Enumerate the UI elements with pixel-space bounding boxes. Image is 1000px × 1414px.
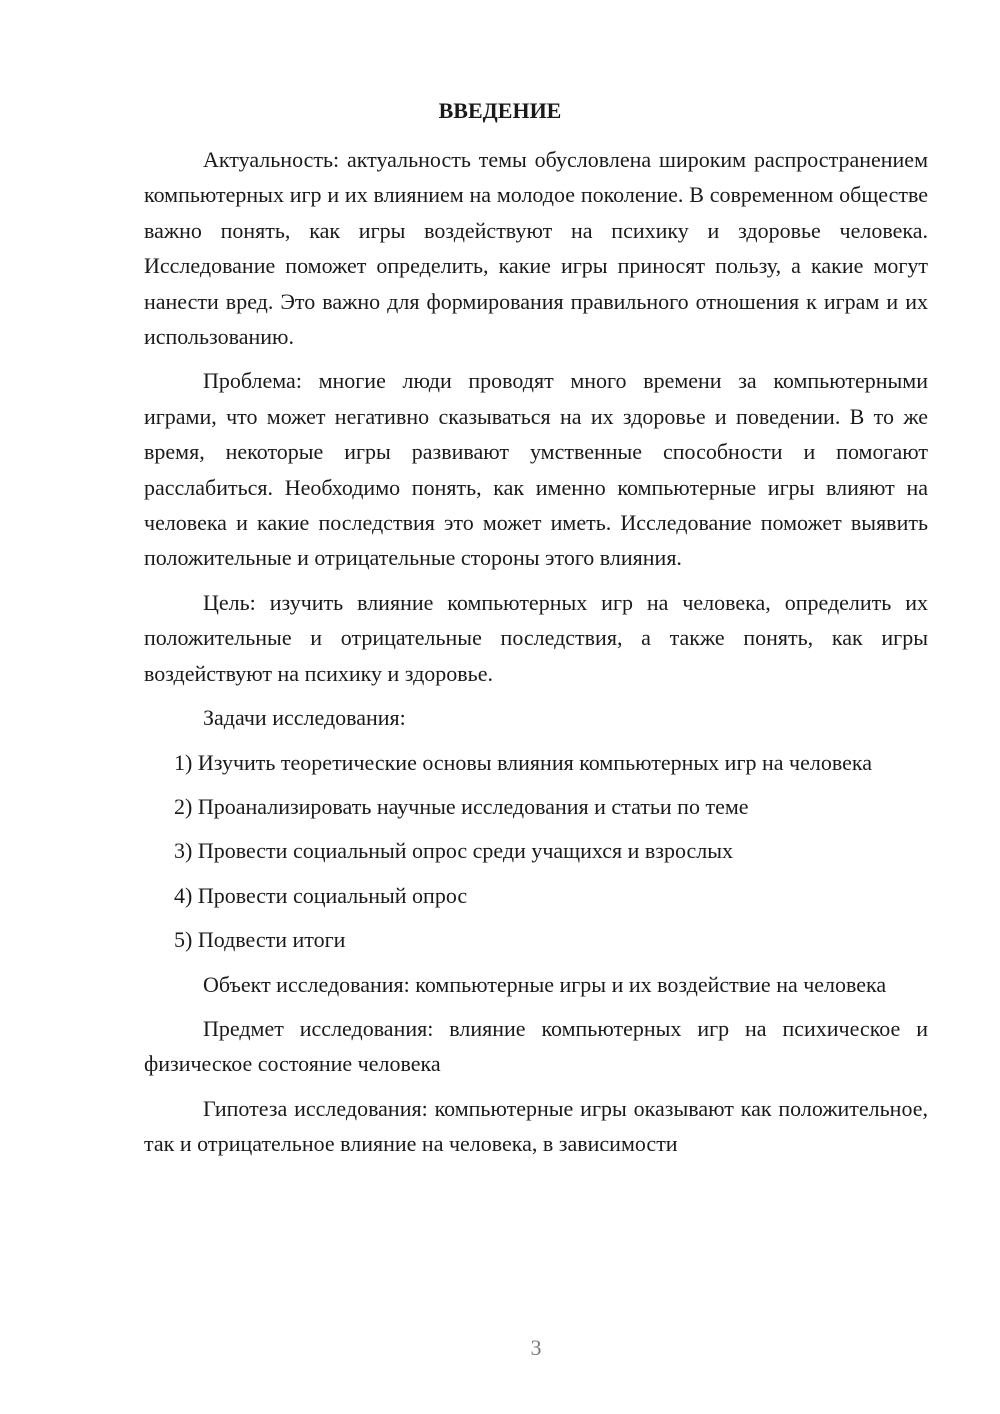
subject-paragraph: Предмет исследования: влияние компьютерных игр на психическое и физическое состояние человека <box>144 1015 928 1077</box>
task-item: 2) Проанализировать научные исследования и статьи по теме <box>174 793 749 819</box>
tasks-heading: Задачи исследования: <box>203 705 406 731</box>
task-item: 3) Провести социальный опрос среди учащихся и взрослых <box>174 838 734 864</box>
task-item: 1) Изучить теоретические основы влияния компьютерных игр на человека <box>174 749 872 775</box>
hypothesis-paragraph: Гипотеза исследования: компьютерные игры оказывают как положительное, так и отрицательное влияние на человека, в зависимости <box>144 1095 928 1157</box>
page-body <box>144 142 928 1171</box>
page-title: ВВЕДЕНИЕ <box>438 98 562 123</box>
problem-paragraph: Проблема: многие люди проводят много времени за компьютерными играми, что может негативно сказываться на их здоровье и поведении. В то же время, некоторые игры развивают умственные способности и помогают расслабиться. Необходимо понять, как именно компьютерные игры влияют на человека и какие последствия это может иметь. Исследование поможет выявить положительные и отрицательные стороны этого влияния. <box>144 368 928 571</box>
goal-paragraph: Цель: изучить влияние компьютерных игр на человека, определить их положительные и отрицательные последствия, а также понять, как игры воздействуют на психику и здоровье. <box>144 589 928 686</box>
task-item: 4) Провести социальный опрос <box>174 882 468 908</box>
tasks-list <box>144 745 928 958</box>
relevance-paragraph: Актуальность: актуальность темы обусловлена широким распространением компьютерных игр и их влиянием на молодое поколение. В современном обществе важно понять, как игры воздействуют на психику и здоровье человека. Исследование поможет определить, какие игры приносят пользу, а какие могут нанести вред. Это важно для формирования правильного отношения к играм и их использованию. <box>144 147 928 350</box>
page-number: 3 <box>530 1335 542 1360</box>
task-item: 5) Подвести итоги <box>174 927 346 953</box>
object-paragraph: Объект исследования: компьютерные игры и их воздействие на человека <box>203 971 887 997</box>
